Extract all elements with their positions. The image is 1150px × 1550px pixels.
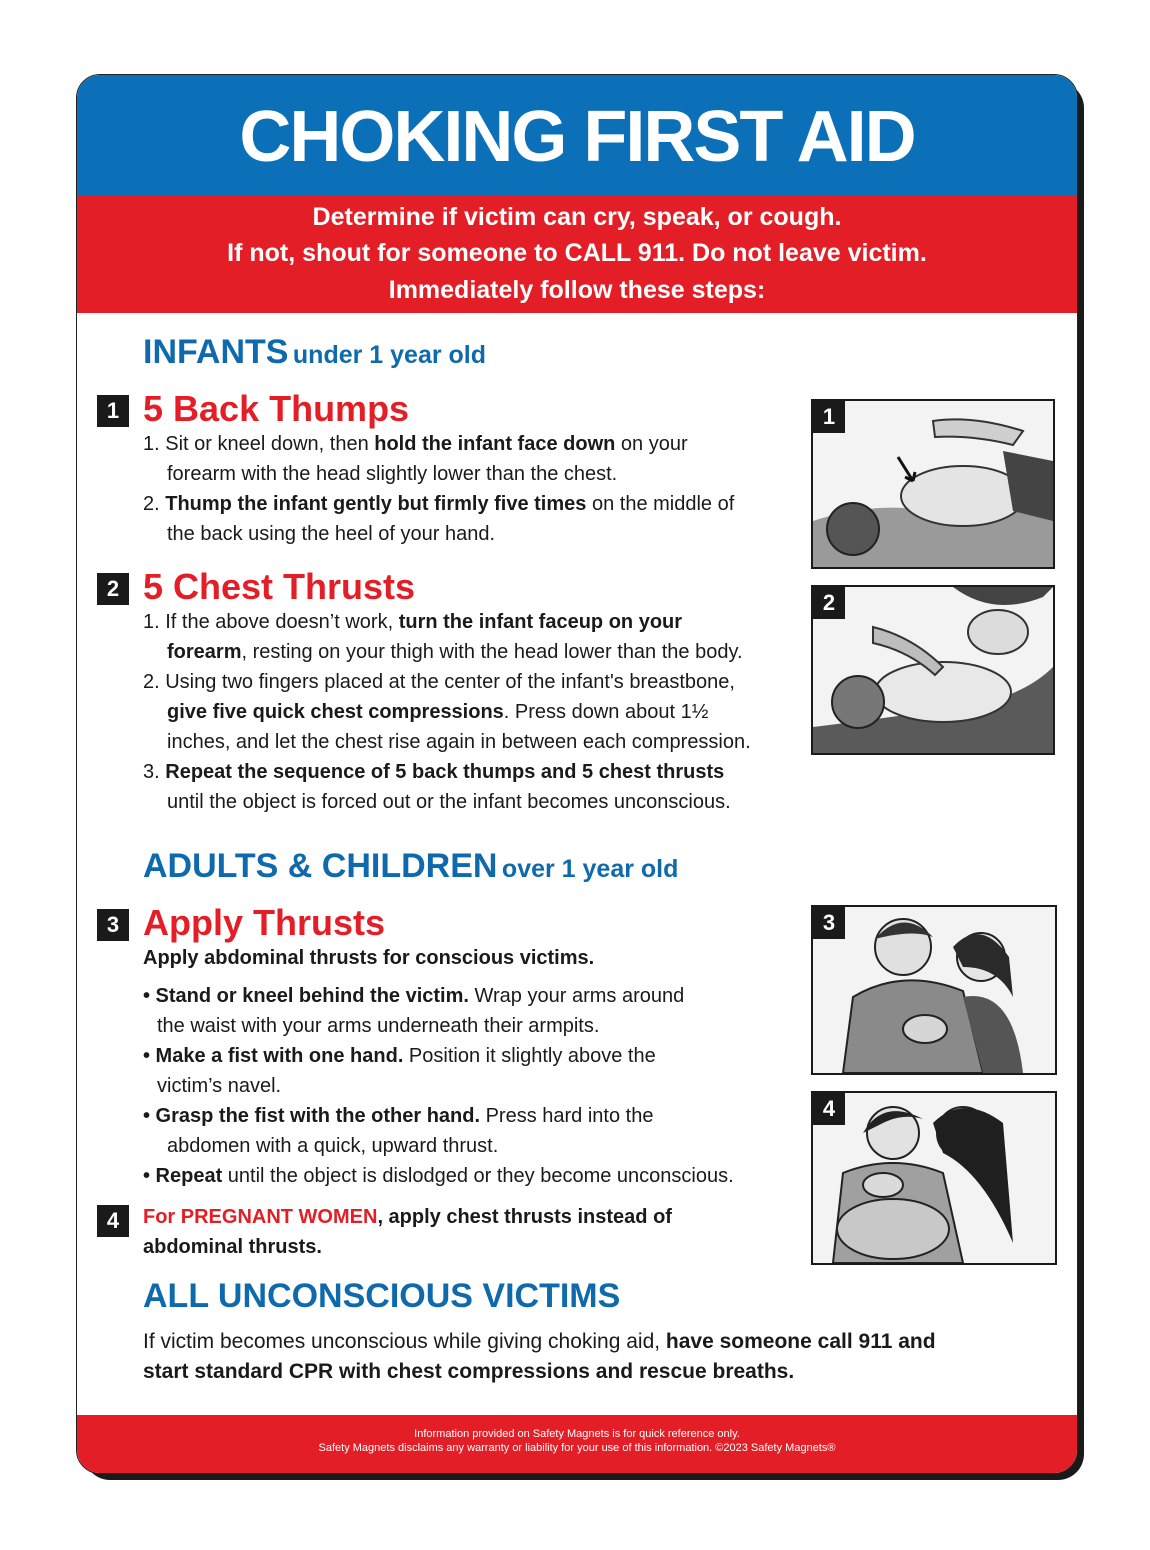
step-2-title: 5 Chest Thrusts <box>143 566 416 607</box>
step-2-item-3: 3. Repeat the sequence of 5 back thumps and 5 chest thrusts <box>143 761 725 783</box>
step-1-item-1: 1. Sit or kneel down, then hold the infant face down on your <box>143 433 688 455</box>
step-3-intro: Apply abdominal thrusts for conscious victims. <box>143 947 595 969</box>
step-1-item-1-cont: forearm with the head slightly lower than the chest. <box>167 463 618 485</box>
illustration-chest-thrusts-pregnant <box>811 1091 1057 1265</box>
illustration-back-thumps <box>811 399 1055 569</box>
illustration-chest-thrusts <box>811 585 1055 755</box>
illustration-1-badge: 1 <box>813 401 845 433</box>
illustration-2-badge: 2 <box>813 587 845 619</box>
step-4-text: For PREGNANT WOMEN, apply chest thrusts instead of abdominal thrusts. <box>143 1206 672 1258</box>
step-1-title: 5 Back Thumps <box>143 388 410 429</box>
pregnant-women-label: For PREGNANT WOMEN <box>143 1206 378 1228</box>
infants-heading <box>143 333 486 372</box>
alert-band <box>77 195 1077 313</box>
step-2-item-2-cont2: inches, and let the chest rise again in between each compression. <box>167 731 751 753</box>
step-2-item-1-cont: forearm, resting on your thigh with the head lower than the body. <box>167 641 743 663</box>
step-1-instructions <box>143 429 803 549</box>
adults-heading <box>143 847 678 886</box>
step-1-item-2: 2. Thump the infant gently but firmly five times on the middle of <box>143 493 735 515</box>
step-2-item-3-cont: until the object is forced out or the infant becomes unconscious. <box>167 791 731 813</box>
page-title: CHOKING FIRST AID <box>239 97 915 177</box>
infants-subheading: under 1 year old <box>292 341 487 369</box>
step-2-item-2-cont: give five quick chest compressions. Press down about 1½ <box>167 701 709 723</box>
step-1-item-2-cont: the back using the heel of your hand. <box>167 523 496 545</box>
choking-first-aid-sign <box>76 74 1078 1474</box>
step-2-item-2: 2. Using two fingers placed at the center of the infant's breastbone, <box>143 671 735 693</box>
step-3-bullet-3: • Grasp the fist with the other hand. Press hard into the <box>143 1105 654 1127</box>
alert-line-3: Immediately follow these steps: <box>388 276 766 304</box>
illustration-3-badge: 3 <box>813 907 845 939</box>
step-2-badge: 2 <box>97 573 129 605</box>
alert-line-2: If not, shout for someone to CALL 911. Do not leave victim. <box>227 239 927 267</box>
adults-subheading: over 1 year old <box>501 855 679 883</box>
illustration-4-badge: 4 <box>813 1093 845 1125</box>
step-3-bullet-1-cont: the waist with your arms underneath their armpits. <box>157 1015 600 1037</box>
footer-disclaimer-2: Safety Magnets disclaims any warranty or liability for your use of this information. ©2023 Safety Magnets® <box>318 1442 836 1454</box>
footer-band <box>77 1415 1077 1473</box>
step-3-bullet-2: • Make a fist with one hand. Position it slightly above the <box>143 1045 656 1067</box>
step-1-badge: 1 <box>97 395 129 427</box>
step-2-item-1: 1. If the above doesn’t work, turn the infant faceup on your <box>143 611 683 633</box>
step-3-bullet-3-cont: abdomen with a quick, upward thrust. <box>167 1135 499 1157</box>
step-3-title: Apply Thrusts <box>143 902 386 943</box>
unconscious-text: If victim becomes unconscious while giving choking aid, have someone call 911 and start standard CPR with chest compressions and rescue breaths. <box>143 1330 936 1383</box>
step-3-badge: 3 <box>97 909 129 941</box>
footer-disclaimer-1: Information provided on Safety Magnets is for quick reference only. <box>414 1428 740 1440</box>
step-3-bullet-2-cont: victim’s navel. <box>157 1075 282 1097</box>
adults-heading-text: ADULTS & CHILDREN <box>143 847 498 885</box>
step-3-bullet-4: • Repeat until the object is dislodged or they become unconscious. <box>143 1165 734 1187</box>
unconscious-heading: ALL UNCONSCIOUS VICTIMS <box>143 1277 621 1315</box>
infants-heading-text: INFANTS <box>143 333 289 371</box>
alert-line-1: Determine if victim can cry, speak, or cough. <box>312 203 842 231</box>
step-3-instructions <box>143 943 803 1191</box>
title-band <box>77 75 1077 195</box>
step-4-badge: 4 <box>97 1205 129 1237</box>
illustration-abdominal-thrusts <box>811 905 1057 1075</box>
step-3-bullet-1: • Stand or kneel behind the victim. Wrap your arms around <box>143 985 685 1007</box>
step-2-instructions <box>143 607 823 817</box>
